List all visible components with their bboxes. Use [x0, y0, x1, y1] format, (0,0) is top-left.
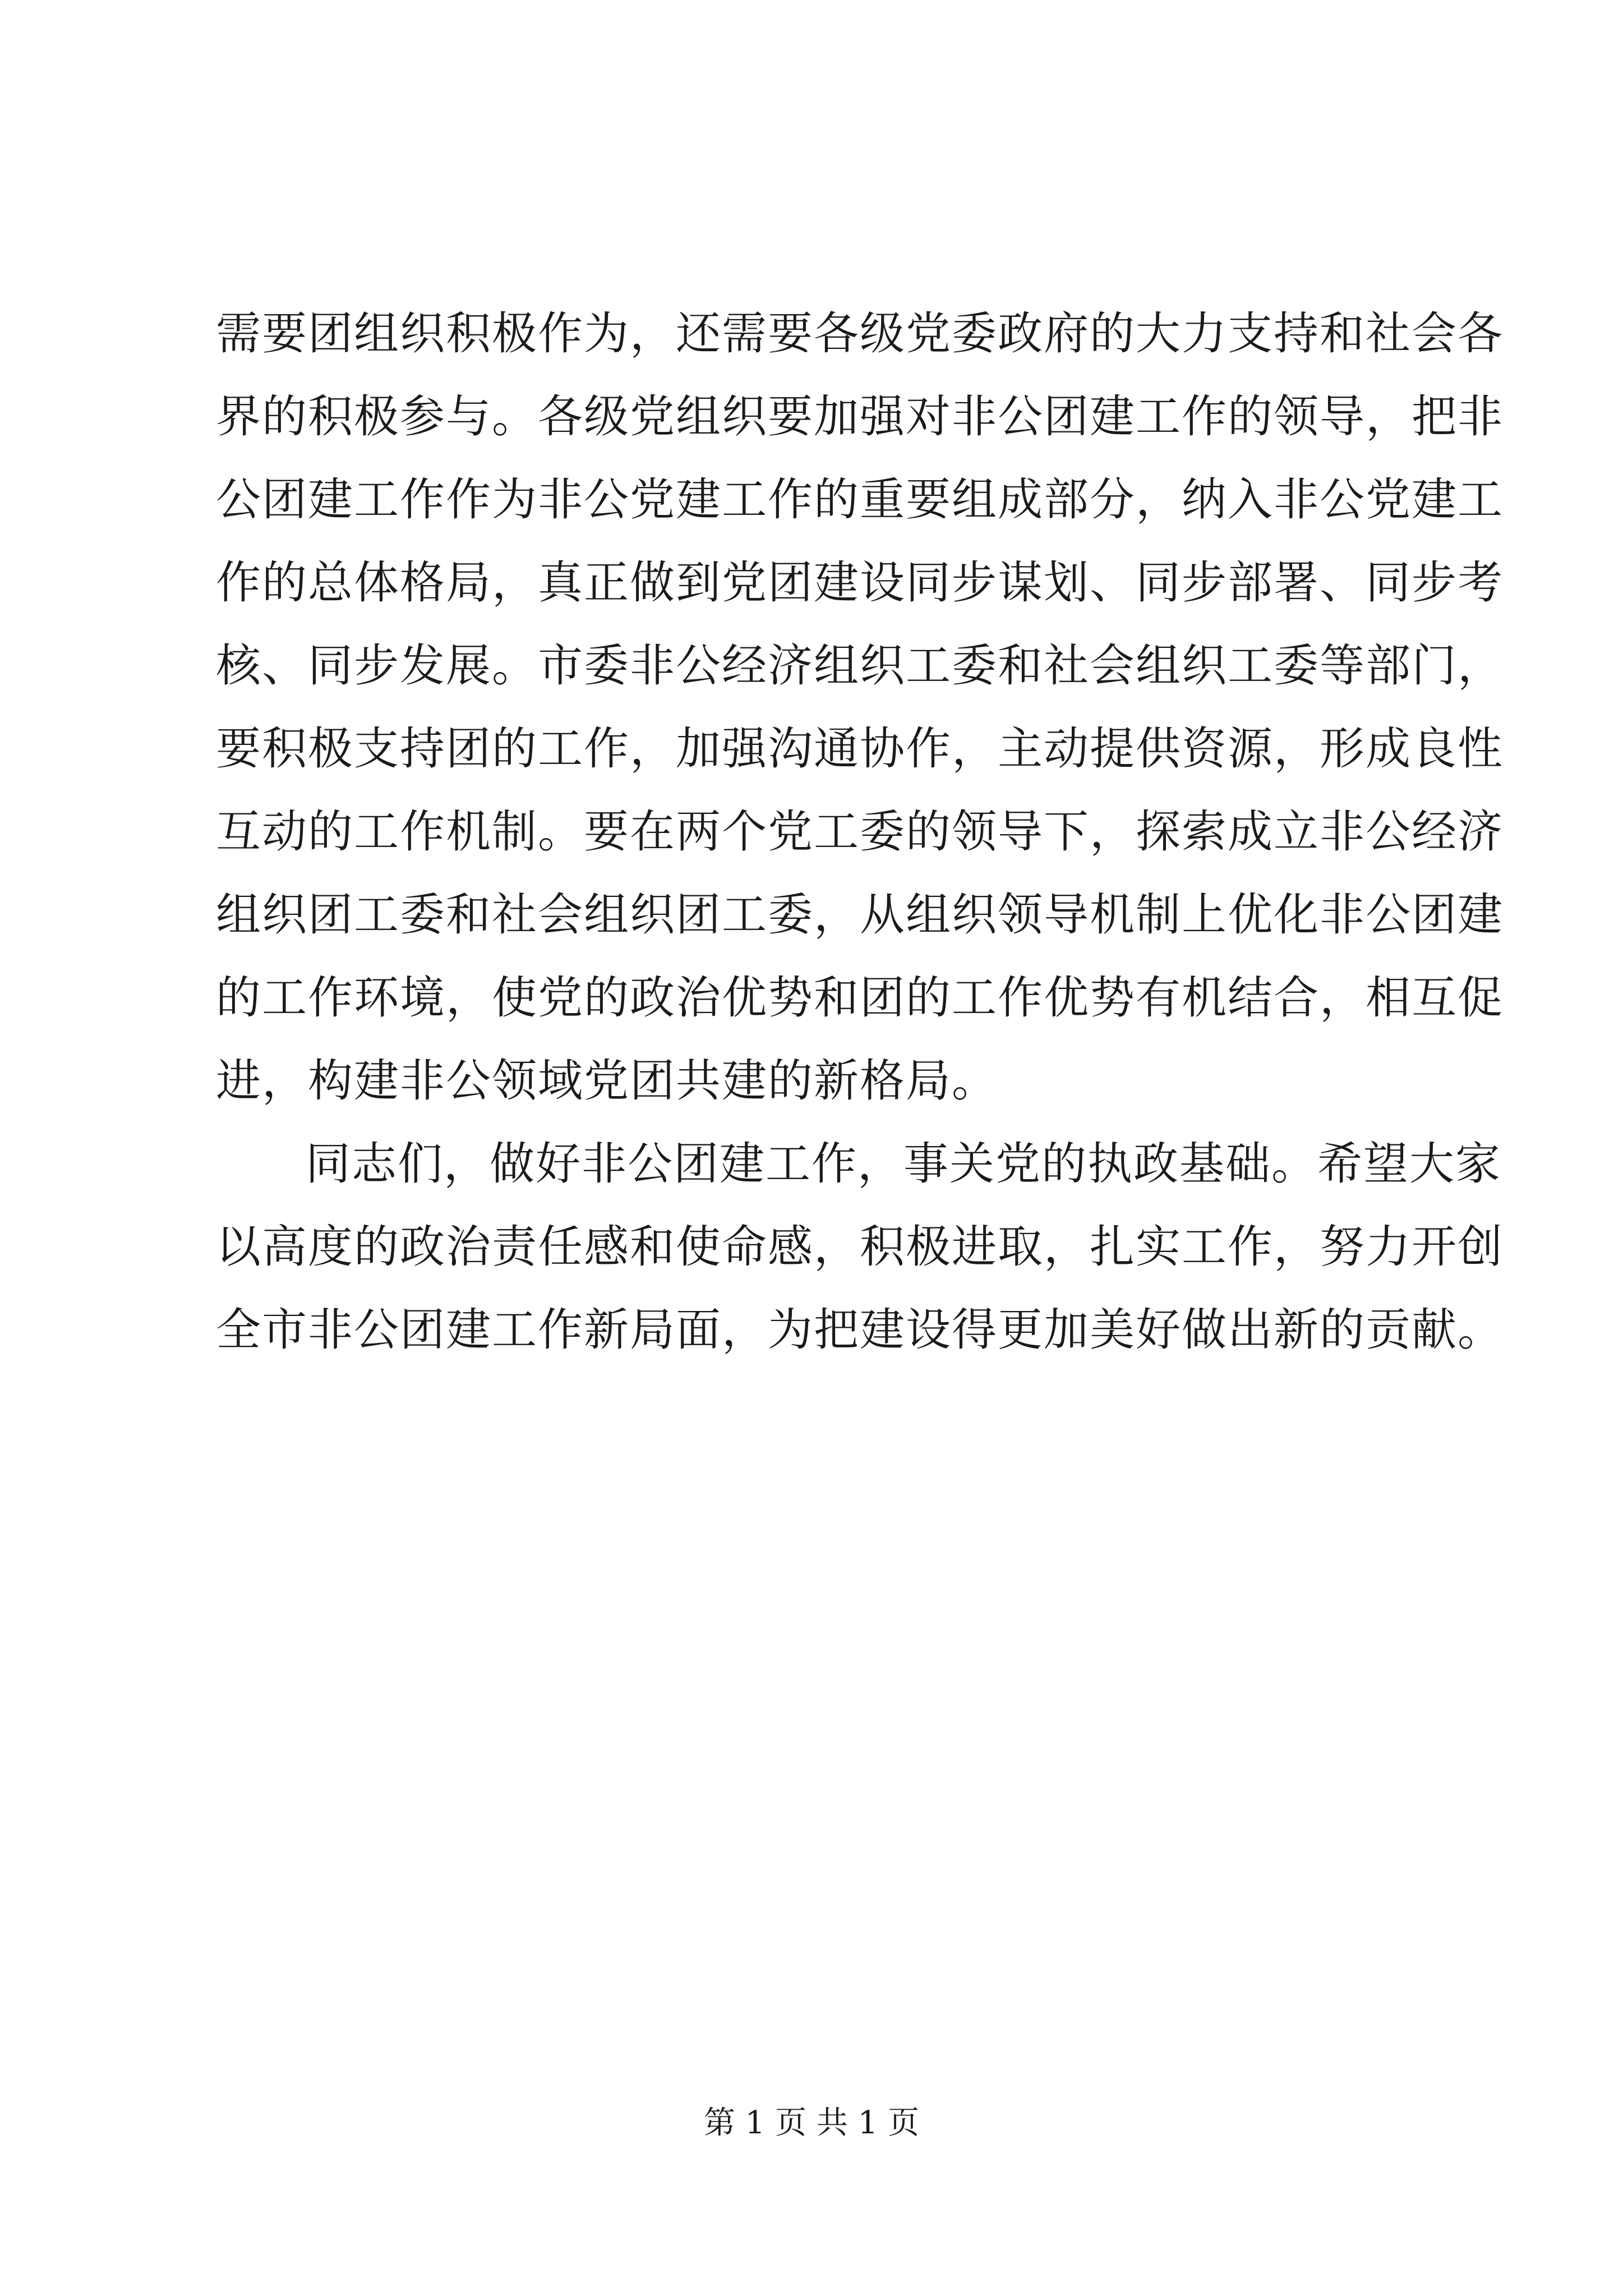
text-line: 要积极支持团的工作，加强沟通协作，主动提供资源，形成良性	[216, 723, 1504, 775]
page-footer: 第 1 页 共 1 页	[703, 2105, 920, 2141]
text-line: 作的总体格局，真正做到党团建设同步谋划、同步部署、同步考	[216, 556, 1504, 609]
text-line: 组织团工委和社会组织团工委，从组织领导机制上优化非公团建	[216, 889, 1504, 941]
text-line: 核、同步发展。市委非公经济组织工委和社会组织工委等部门，	[216, 639, 1504, 692]
text-line: 全市非公团建工作新局面，为把建设得更加美好做出新的贡献。	[216, 1304, 1504, 1356]
text-line: 同志们，做好非公团建工作，事关党的执政基础。希望大家	[306, 1138, 1501, 1190]
text-line: 以高度的政治责任感和使命感，积极进取，扎实工作，努力开创	[216, 1221, 1504, 1273]
text-line: 需要团组织积极作为，还需要各级党委政府的大力支持和社会各	[216, 307, 1504, 360]
text-line: 公团建工作作为非公党建工作的重要组成部分，纳入非公党建工	[216, 473, 1504, 526]
text-line: 界的积极参与。各级党组织要加强对非公团建工作的领导，把非	[216, 390, 1504, 443]
text-line: 互动的工作机制。要在两个党工委的领导下，探索成立非公经济	[216, 806, 1504, 858]
text-line: 的工作环境，使党的政治优势和团的工作优势有机结合，相互促	[216, 972, 1504, 1024]
text-line: 进，构建非公领域党团共建的新格局。	[216, 1055, 998, 1107]
